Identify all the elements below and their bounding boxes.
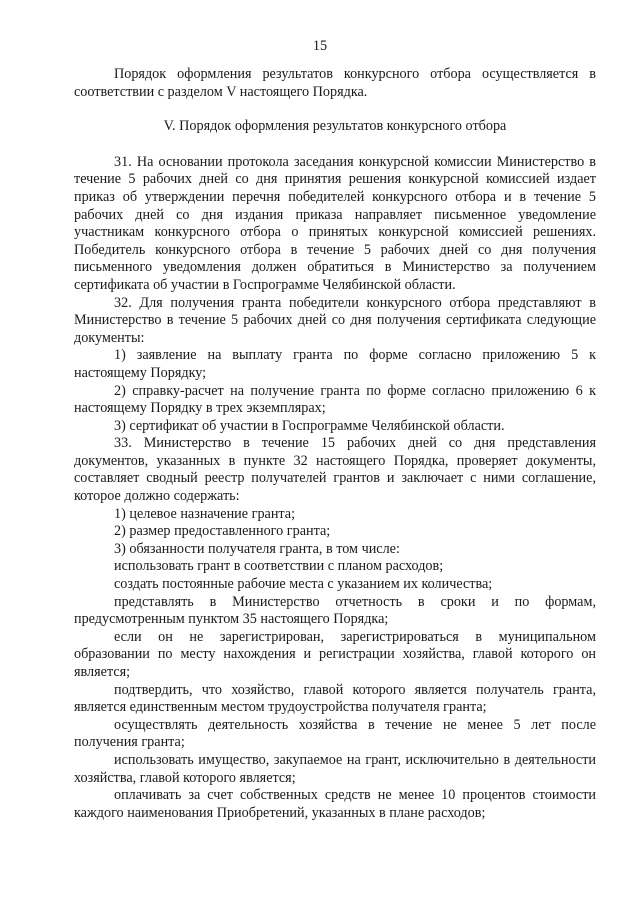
list-item: 1) целевое назначение гранта; bbox=[114, 505, 296, 522]
list-item: 3) сертификат об участии в Госпрограмме Челябинской области. bbox=[114, 417, 505, 434]
section-heading: V. Порядок оформления результатов конкурсного отбора bbox=[163, 118, 507, 135]
list-item: 2) размер предоставленного гранта; bbox=[114, 523, 331, 540]
list-item: 3) обязанности получателя гранта, в том числе: bbox=[114, 540, 400, 557]
list-item: 2) справку-расчет на получение гранта по форме согласно приложению 6 к настоящему Порядку в трех экземплярах; bbox=[74, 382, 596, 417]
paragraph-32: 32. Для получения гранта победители конкурсного отбора представляют в Министерство в течение 5 рабочих дней со дня получения сертификата следующие документы: bbox=[74, 294, 596, 346]
obligation-item: если он не зарегистрирован, зарегистрироваться в муниципальном образовании по месту нахождения и регистрации хозяйства, главой которого он является; bbox=[74, 628, 596, 680]
obligation-item: создать постоянные рабочие места с указанием их количества; bbox=[114, 576, 493, 593]
obligation-item: осуществлять деятельность хозяйства в течение не менее 5 лет после получения гранта; bbox=[74, 716, 596, 751]
intro-paragraph: Порядок оформления результатов конкурсного отбора осуществляется в соответствии с разделом V настоящего Порядка. bbox=[74, 66, 596, 100]
list-item: 1) заявление на выплату гранта по форме согласно приложению 5 к настоящему Порядку; bbox=[74, 347, 596, 381]
paragraph-33: 33. Министерство в течение 15 рабочих дней со дня представления документов, указанных в пункте 32 настоящего Порядка, проверяет документы, составляет сводный реестр получателей грантов и заключает с ними соглашение, которое должно содержать: bbox=[74, 435, 596, 505]
obligation-item: представлять в Министерство отчетность в сроки и по формам, предусмотренным пунктом 35 настоящего Порядка; bbox=[74, 593, 596, 628]
paragraph-31: 31. На основании протокола заседания конкурсной комиссии Министерство в течение 5 рабочих дней со дня принятия решения конкурсной комиссией издает приказ об утверждении перечня победителей конкурсного отбора и в течение 5 рабочих дней со дня издания приказа направляет письменное уведомление участникам конкурсного отбора о принятых конкурсной комиссией решениях. Победитель конкурсного отбора в течение 5 рабочих дней со дня получения письменного уведомления должен обратиться в Министерство за получением сертификата об участии в Госпрограмме Челябинской области. bbox=[74, 153, 596, 293]
page-number: 15 bbox=[312, 38, 328, 54]
obligation-item: оплачивать за счет собственных средств не менее 10 процентов стоимости каждого наименования Приобретений, указанных в плане расходов; bbox=[74, 787, 596, 821]
obligation-item: использовать имущество, закупаемое на грант, исключительно в деятельности хозяйства, главой которого является; bbox=[74, 751, 596, 786]
obligation-item: подтвердить, что хозяйство, главой которого является получатель гранта, является единственным местом трудоустройства получателя гранта; bbox=[74, 681, 596, 716]
obligation-item: использовать грант в соответствии с планом расходов; bbox=[114, 558, 444, 575]
document-body bbox=[74, 66, 596, 822]
